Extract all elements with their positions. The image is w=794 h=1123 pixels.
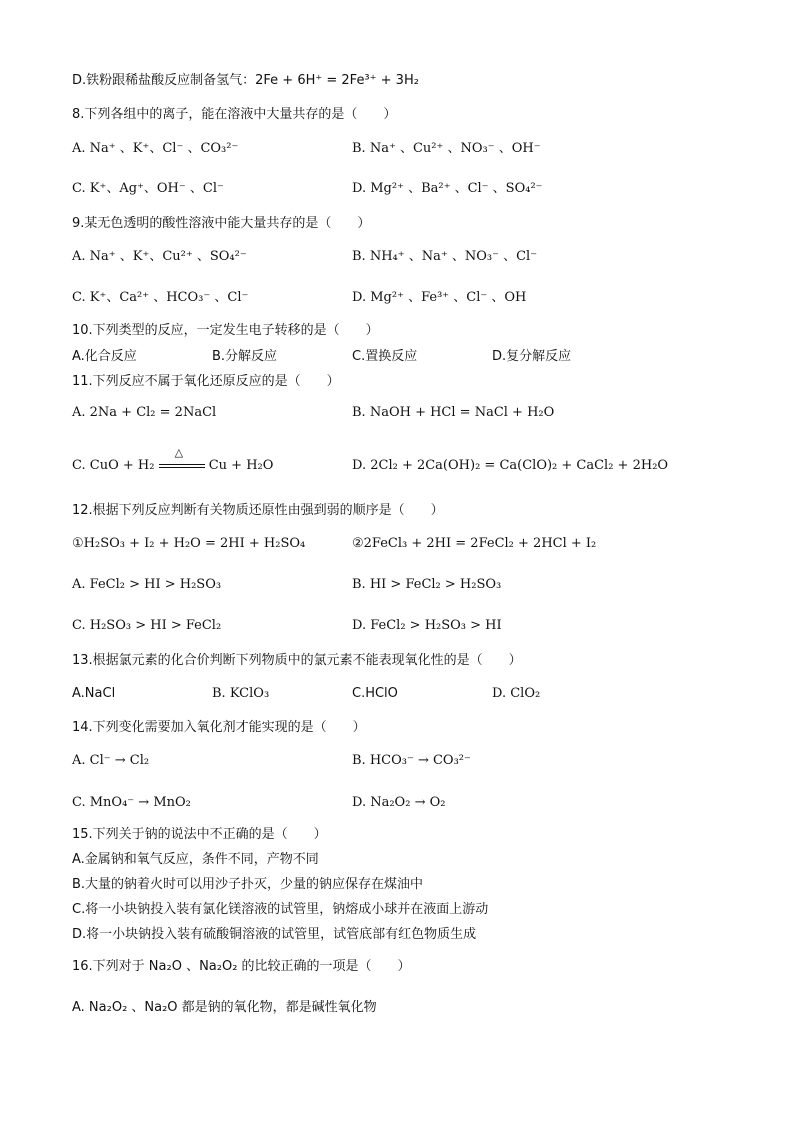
q14-option-a: A. Cl⁻ → Cl₂ (72, 753, 150, 768)
q11-option-c-reactants: C. CuO + H₂ (72, 458, 155, 473)
q13-stem: 13.根据氯元素的化合价判断下列物质中的氯元素不能表现氧化性的是（ ） (72, 653, 522, 668)
q8-option-b: B. Na⁺ 、Cu²⁺ 、NO₃⁻ 、OH⁻ (352, 141, 541, 156)
q11-stem: 11.下列反应不属于氧化还原反应的是（ ） (72, 374, 340, 389)
q15-option-b: B.大量的钠着火时可以用沙子扑灭，少量的钠应保存在煤油中 (72, 877, 424, 892)
q11-option-c (72, 445, 274, 475)
q8-option-a: A. Na⁺ 、K⁺、Cl⁻ 、CO₃²⁻ (72, 141, 239, 156)
q16-option-a: A. Na₂O₂ 、Na₂O 都是钠的氧化物，都是碱性氧化物 (72, 1000, 377, 1015)
q12-option-d: D. FeCl₂ > H₂SO₃ > HI (352, 618, 502, 633)
q13-option-b: B. KClO₃ (212, 686, 270, 701)
q12-option-b: B. HI > FeCl₂ > H₂SO₃ (352, 577, 502, 592)
q12-stem: 12.根据下列反应判断有关物质还原性由强到弱的顺序是（ ） (72, 503, 444, 518)
q9-option-a: A. Na⁺ 、K⁺、Cu²⁺ 、SO₄²⁻ (72, 249, 247, 264)
q12-option-c: C. H₂SO₃ > HI > FeCl₂ (72, 618, 222, 633)
q10-option-a: A.化合反应 (72, 349, 137, 364)
q10-stem: 10.下列类型的反应，一定发生电子转移的是（ ） (72, 323, 379, 338)
q14-option-d: D. Na₂O₂ → O₂ (352, 795, 446, 810)
q11-option-b: B. NaOH + HCl = NaCl + H₂O (352, 405, 555, 420)
heating-condition-sign (159, 445, 205, 473)
q15-option-c: C.将一小块钠投入装有氯化镁溶液的试管里，钠熔成小球并在液面上游动 (72, 902, 489, 917)
q7-option-d: D.铁粉跟稀盐酸反应制备氢气：2Fe + 6H⁺ = 2Fe³⁺ + 3H₂ (72, 73, 419, 88)
q8-stem: 8.下列各组中的离子，能在溶液中大量共存的是（ ） (72, 107, 397, 122)
q13-option-a: A.NaCl (72, 686, 116, 701)
q13-option-c: C.HClO (352, 686, 398, 701)
q9-option-d: D. Mg²⁺ 、Fe³⁺ 、Cl⁻ 、OH (352, 290, 527, 305)
q9-option-b: B. NH₄⁺ 、Na⁺ 、NO₃⁻ 、Cl⁻ (352, 249, 538, 264)
heat-triangle-icon: △ (174, 445, 184, 459)
q11-option-d: D. 2Cl₂ + 2Ca(OH)₂ = Ca(ClO)₂ + CaCl₂ + 2H₂O (352, 458, 669, 473)
equals-bar-bottom (159, 467, 205, 468)
q16-stem: 16.下列对于 Na₂O 、Na₂O₂ 的比较正确的一项是（ ） (72, 959, 411, 974)
q14-option-b: B. HCO₃⁻ → CO₃²⁻ (352, 753, 471, 768)
q9-stem: 9.某无色透明的酸性溶液中能大量共存的是（ ） (72, 216, 371, 231)
equals-bar-top (159, 464, 205, 465)
q15-option-a: A.金属钠和氧气反应，条件不同，产物不同 (72, 852, 319, 867)
q9-option-c: C. K⁺、Ca²⁺ 、HCO₃⁻ 、Cl⁻ (72, 290, 249, 305)
q10-option-b: B.分解反应 (212, 349, 278, 364)
q12-reaction-1: ①H₂SO₃ + I₂ + H₂O = 2HI + H₂SO₄ (72, 536, 306, 551)
q12-reaction-2: ②2FeCl₃ + 2HI = 2FeCl₂ + 2HCl + I₂ (352, 536, 597, 551)
q8-option-d: D. Mg²⁺ 、Ba²⁺ 、Cl⁻ 、SO₄²⁻ (352, 181, 543, 196)
q8-option-c: C. K⁺、Ag⁺、OH⁻ 、Cl⁻ (72, 181, 224, 196)
q10-option-d: D.复分解反应 (492, 349, 572, 364)
q15-stem: 15.下列关于钠的说法中不正确的是（ ） (72, 827, 327, 842)
q13-option-d: D. ClO₂ (492, 686, 541, 701)
q14-option-c: C. MnO₄⁻ → MnO₂ (72, 795, 191, 810)
q12-option-a: A. FeCl₂ > HI > H₂SO₃ (72, 577, 222, 592)
q11-option-a: A. 2Na + Cl₂ = 2NaCl (72, 405, 217, 420)
q10-option-c: C.置换反应 (352, 349, 418, 364)
q15-option-d: D.将一小块钠投入装有硫酸铜溶液的试管里，试管底部有红色物质生成 (72, 927, 477, 942)
q11-option-c-products: Cu + H₂O (208, 458, 274, 473)
q14-stem: 14.下列变化需要加入氧化剂才能实现的是（ ） (72, 720, 366, 735)
